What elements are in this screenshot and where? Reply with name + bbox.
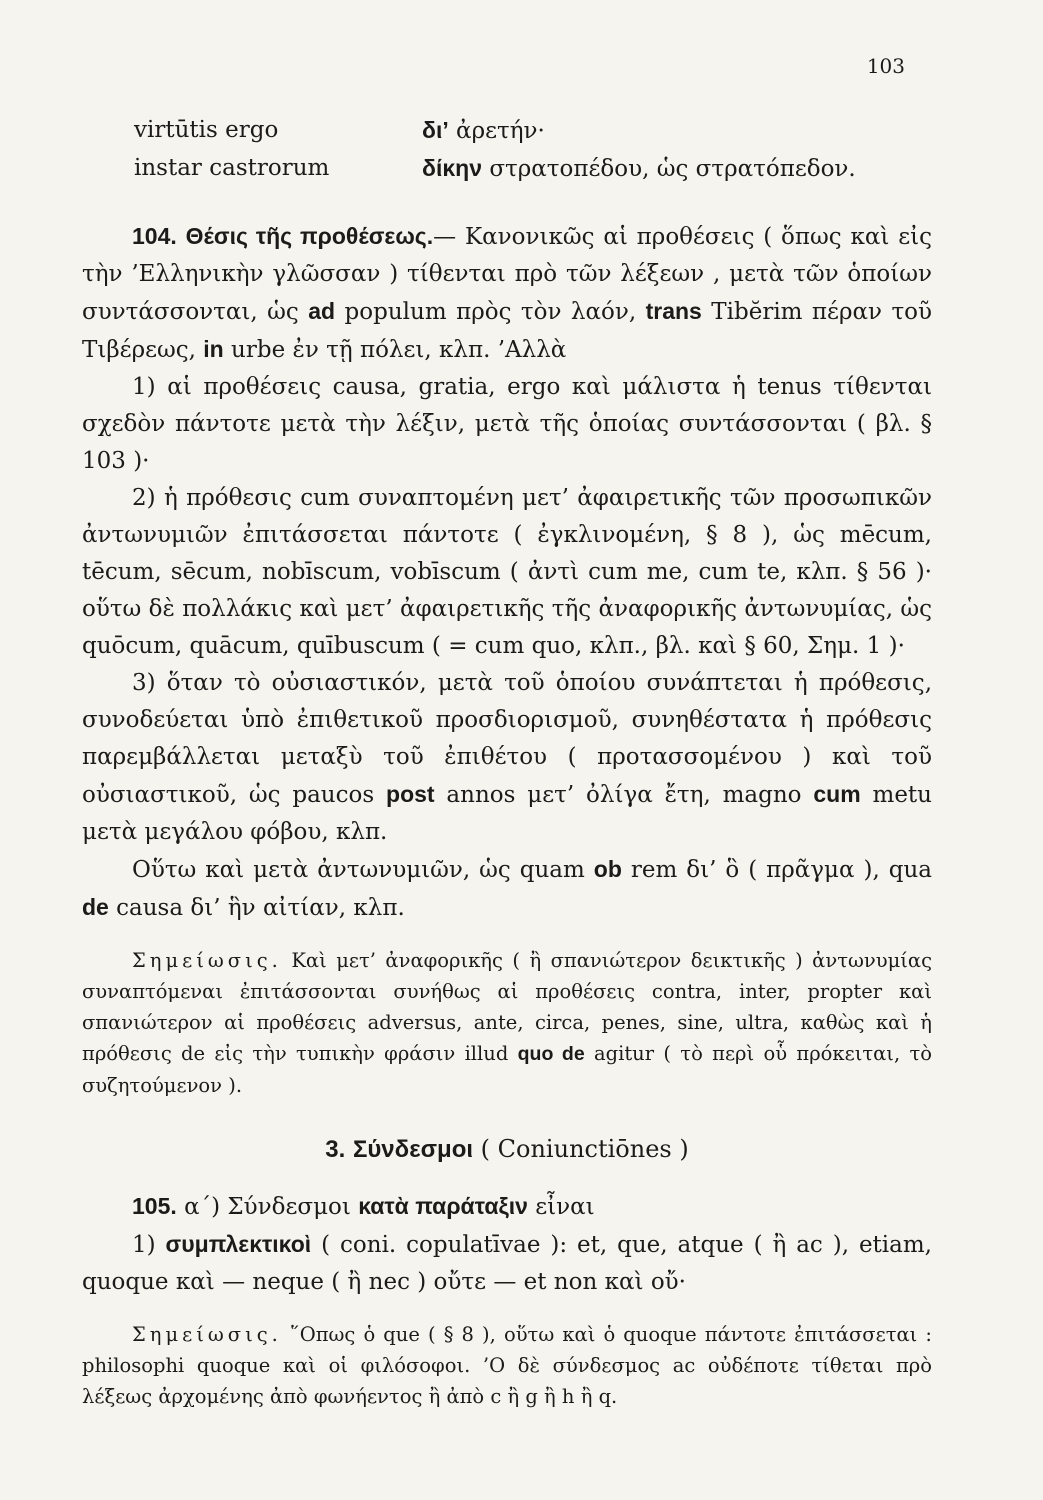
rule-pronouns — [82, 851, 932, 927]
bold-text: de — [82, 894, 109, 920]
bold-text: cum — [813, 781, 861, 807]
bold-text: post — [386, 781, 435, 807]
text: causa δι’ ἣν αἰτίαν, κλπ. — [108, 895, 405, 921]
example-greek — [422, 112, 545, 150]
text: metu μετὰ μεγάλου φόβου, κλπ. — [82, 782, 932, 845]
rule-1: 1) αἱ προθέσεις causa, gratia, ergo καὶ μάλιστα ἡ tenus τίθενται σχεδὸν πάντοτε μετὰ τὴν λέξιν, μετὰ τῆς ὁποίας συντάσσονται ( βλ. § 103 )· — [82, 374, 932, 474]
section-heading — [82, 1131, 932, 1168]
rule-3 — [82, 665, 932, 851]
text: εἶναι — [527, 1194, 595, 1220]
text: — Κανονικῶς αἱ προθέσεις ( ὅπως καὶ εἰς τὴν ’Ελληνικὴν γλῶσσαν ) τίθενται πρὸ τῶν λέξεων , μετὰ τῶν ὁποίων συντάσσονται, ὡς — [82, 224, 933, 325]
note-label: Σημείωσις. — [132, 1323, 282, 1346]
text: 1) — [132, 1232, 166, 1258]
note-105 — [82, 1319, 932, 1412]
example-greek-bold: δι’ — [422, 117, 449, 143]
bold-text: ob — [593, 856, 622, 882]
bold-text: quo de — [517, 1043, 585, 1065]
bold-text: κατὰ παράταξιν — [358, 1193, 528, 1219]
text: ῞Οπως ὁ que ( § 8 ), οὕτω καὶ ὁ quoque πάντοτε ἐπιτάσσεται : philosophi quoque καὶ οἱ φιλόσοφοι. ’Ο δὲ σύνδεσμος ac οὐδέποτε τίθεται πρὸ λέξεως ἀρχομένης ἀπὸ φωνήεντος ἢ ἀπὸ c ἢ g ἢ h ἢ q. — [82, 1323, 932, 1408]
bold-text: συμπλεκτικοὶ — [165, 1231, 312, 1257]
section-number: 105. — [132, 1193, 177, 1219]
section-104-intro — [82, 218, 932, 369]
example-greek-text: στρατοπέδου, ὡς στρατόπεδον. — [482, 156, 856, 182]
example-latin: virtūtis ergo — [134, 117, 279, 143]
text: ( coni. copulatīvae ): et, que, atque ( ἢ ac ), etiam, quoque καὶ — neque ( ἢ nec ) οὔτε — et non καὶ οὔ· — [82, 1232, 932, 1295]
heading-title: Σύνδεσμοι — [352, 1136, 474, 1163]
text: Καὶ μετ’ ἀναφορικῆς ( ἢ σπανιώτερον δεικτικῆς ) ἀντωνυμίας συναπτόμεναι ἐπιτάσσονται συνήθως αἱ προθέσεις contra, inter, propter καὶ σπανιώτερον αἱ προθέσεις adversus, ante, circa, penes, sine, ultra, καθὼς καὶ ἡ πρόθεσις de εἰς τὴν τυπικὴν φράσιν illud — [82, 949, 932, 1065]
text: urbe ἐν τῇ πόλει, κλπ. ’Αλλὰ — [223, 337, 567, 363]
page-body — [82, 112, 932, 1412]
example-greek-text: ἀρετήν· — [448, 118, 545, 144]
rule-2: 2) ἡ πρόθεσις cum συναπτομένη μετ’ ἀφαιρετικῆς τῶν προσωπικῶν ἀντωνυμιῶν ἐπιτάσσεται πάντοτε ( ἐγκλινομένη, § 8 ), ὡς mēcum, tēcum, sēcum, nobīscum, vobīscum ( ἀντὶ cum me, cum te, κλπ. § 56 )· οὕτω δὲ πολλάκις καὶ μετ’ ἀφαιρετικῆς τῆς ἀναφορικῆς ἀντωνυμίας, ὡς quōcum, quācum, quībuscum ( = cum quo, κλπ., βλ. καὶ § 60, Σημ. 1 )· — [82, 485, 932, 659]
bold-text: in — [203, 336, 224, 362]
bold-text: ad — [308, 298, 336, 324]
text: agitur ( τὸ περὶ οὗ πρόκειται, τὸ συζητούμενον ). — [82, 1042, 932, 1097]
example-greek-bold: δίκην — [422, 155, 483, 181]
text: α΄) Σύνδεσμοι — [184, 1194, 359, 1220]
text: Οὕτω καὶ μετὰ ἀντωνυμιῶν, ὡς quam — [132, 857, 594, 883]
text: Tibĕrim πέραν τοῦ Τιβέρεως, — [82, 299, 932, 363]
text: populum πρὸς τὸν λαόν, — [335, 299, 646, 325]
section-number: 104. — [132, 223, 177, 249]
heading-latin: ( Coniunctiōnes ) — [480, 1135, 689, 1163]
text: 3) ὅταν τὸ οὐσιαστικόν, μετὰ τοῦ ὁποίου συνάπτεται ἡ πρόθεσις, συνοδεύεται ὑπὸ ἐπιθετικοῦ προσδιορισμοῦ, συνηθέστατα ἡ πρόθεσις παρεμβάλλεται μεταξὺ τοῦ ἐπιθέτου ( προτασσομένου ) καὶ τοῦ οὐσιαστικοῦ, ὡς paucos — [82, 670, 932, 808]
text: annos μετ’ ὀλίγα ἔτη, magno — [434, 782, 814, 808]
page-number: 103 — [866, 54, 905, 78]
section-title: Θέσις τῆς προθέσεως. — [185, 223, 434, 249]
text: rem δι’ ὃ ( πρᾶγμα ), qua — [621, 857, 932, 883]
example-greek — [422, 150, 856, 188]
example-latin: instar castrorum — [134, 155, 330, 181]
rule-copulative — [82, 1226, 932, 1301]
example-row — [82, 150, 932, 188]
note-label: Σημείωσις. — [132, 949, 282, 972]
section-105-intro — [82, 1188, 932, 1226]
example-row — [82, 112, 932, 150]
bold-text: trans — [645, 298, 702, 324]
heading-number: 3. — [325, 1136, 346, 1163]
note-104 — [82, 945, 932, 1101]
